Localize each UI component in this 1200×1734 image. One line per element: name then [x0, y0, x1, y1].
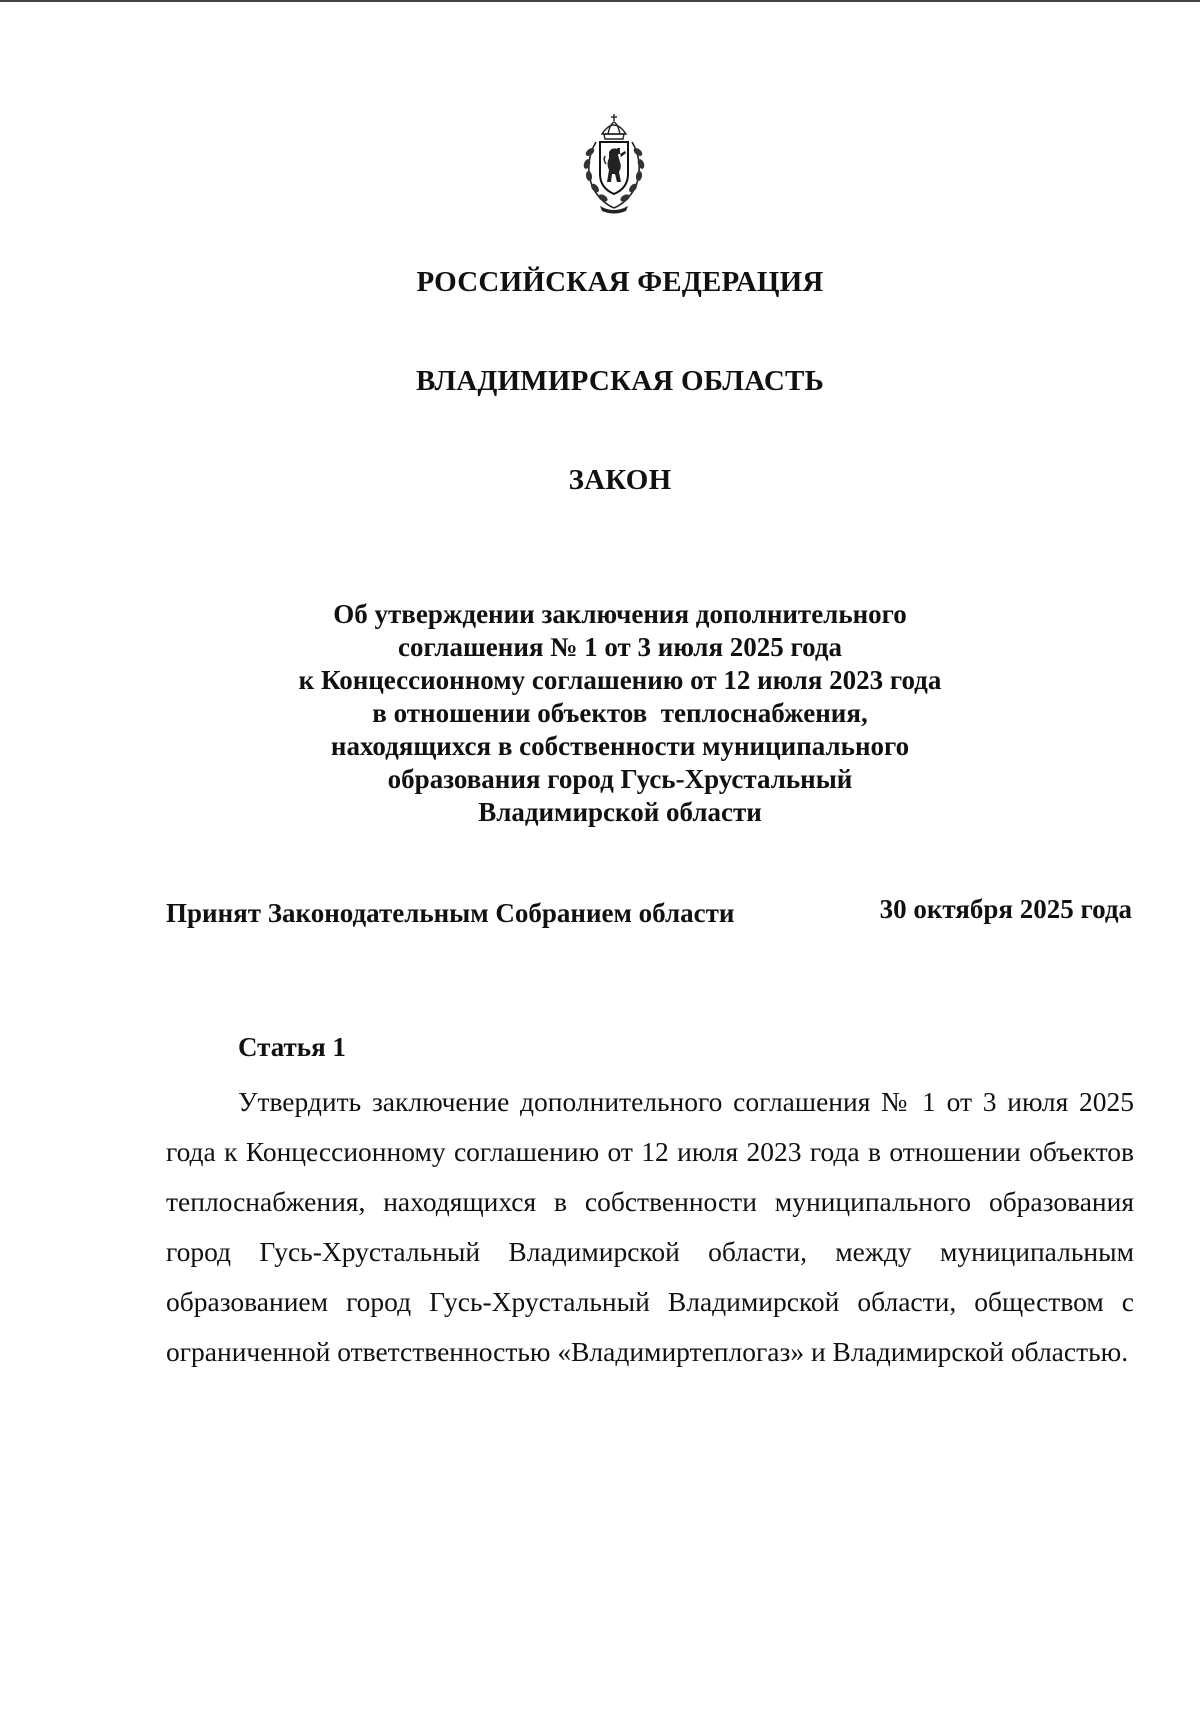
scan-top-edge: [0, 0, 1200, 2]
region-heading: ВЛАДИМИРСКАЯ ОБЛАСТЬ: [416, 365, 824, 397]
law-title-line: находящихся в собственности муниципального: [330, 731, 910, 761]
law-title-line: Владимирской области: [478, 797, 762, 827]
article-text: Утвердить заключение дополнительного соглашения № 1 от 3 июля 2025 года к Концессионному соглашению от 12 июля 2023 года в отношении объектов теплоснабжения, находящихся в собственности муниципального образования город Гусь-Хрустальный Владимирской области, между муниципальным образованием город Гусь-Хрустальный Владимирской области, обществом с ограниченной ответственностью «Владимиртеплогаз» и Владимирской областью.: [166, 1086, 1134, 1367]
law-title-line: соглашения № 1 от 3 июля 2025 года: [397, 632, 843, 662]
law-title: [260, 598, 980, 829]
article-heading: Статья 1: [238, 1032, 346, 1062]
law-title-line: в отношении объектов теплоснабжения,: [372, 698, 868, 728]
adoption-label: Принят Законодательным Собранием области: [166, 898, 735, 928]
document-type-heading: ЗАКОН: [568, 464, 672, 496]
adoption-date: 30 октября 2025 года: [879, 894, 1132, 924]
law-title-line: к Концессионному соглашению от 12 июля 2023 года: [298, 665, 942, 695]
law-title-line: Об утверждении заключения дополнительного: [333, 599, 907, 629]
coat-of-arms-icon: [576, 112, 652, 216]
law-title-line: образования город Гусь-Хрустальный: [387, 764, 853, 794]
country-heading: РОССИЙСКАЯ ФЕДЕРАЦИЯ: [416, 266, 824, 298]
